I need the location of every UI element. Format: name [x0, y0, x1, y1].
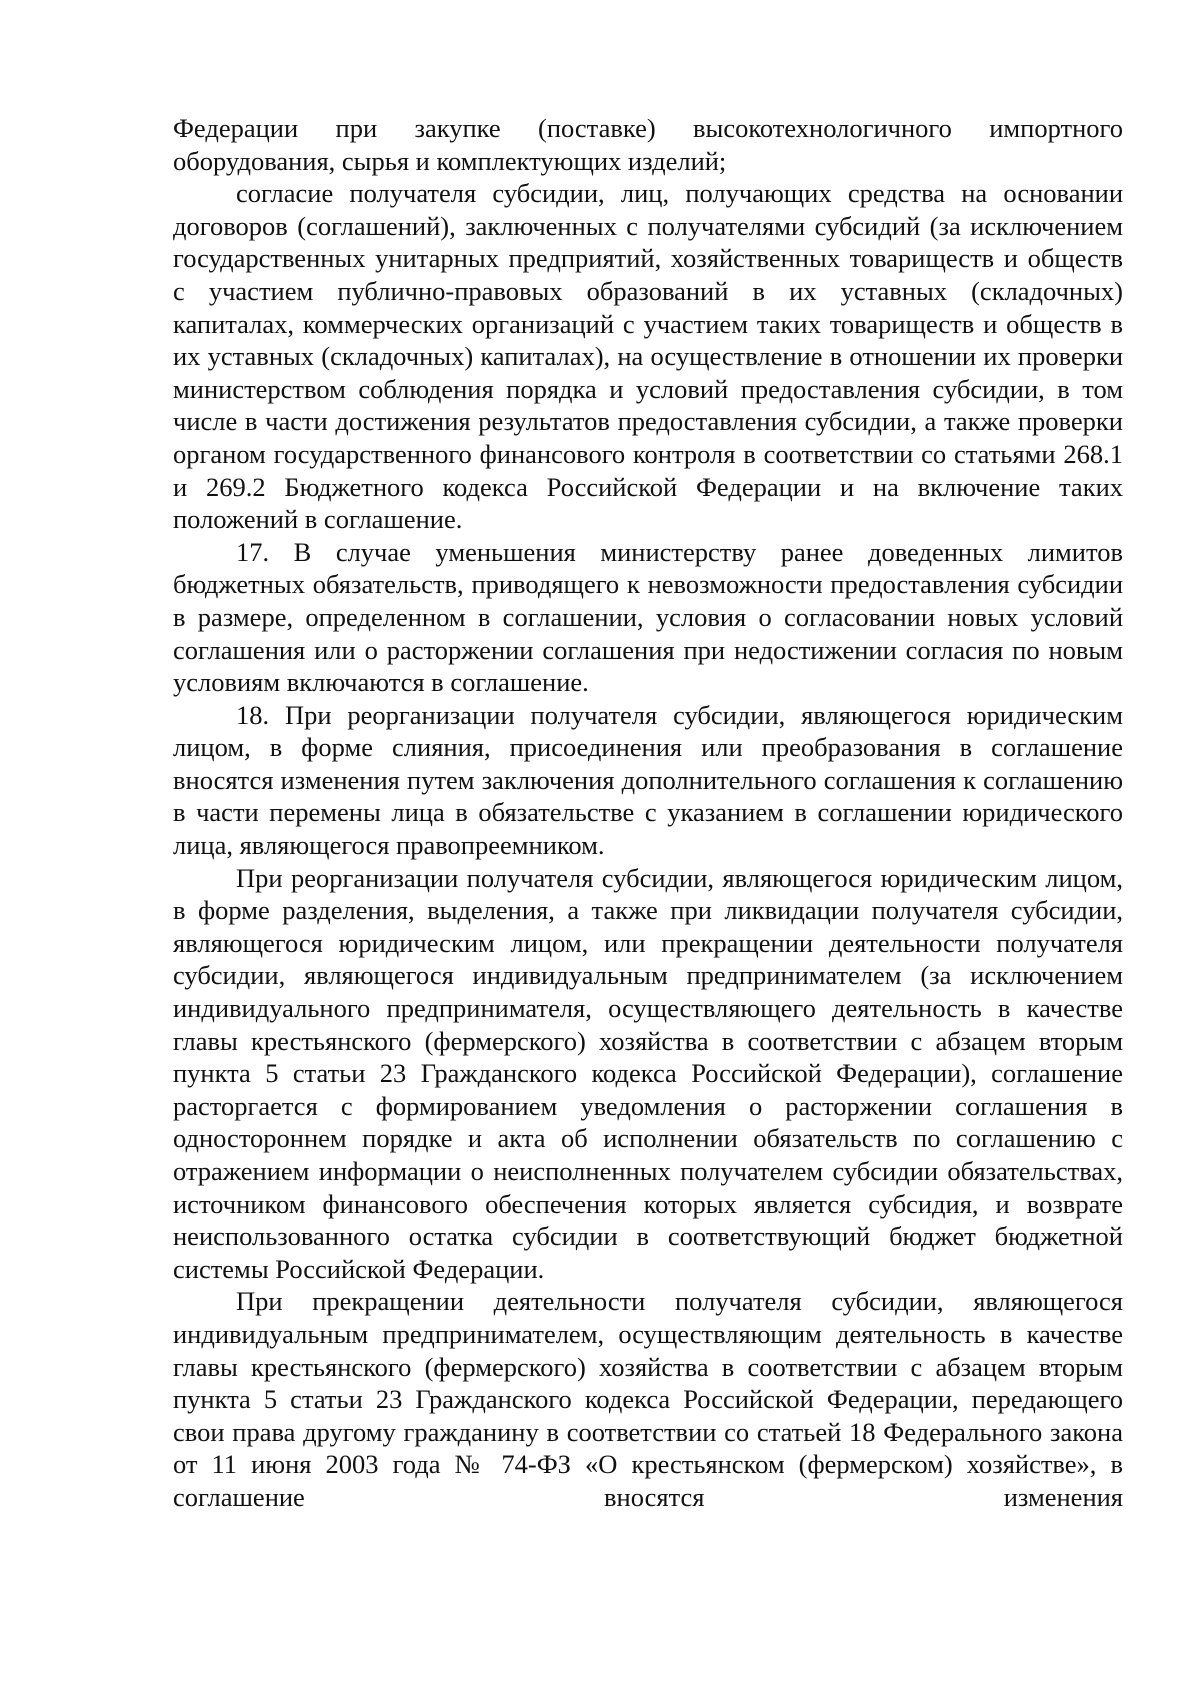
- paragraph-clause-18-farm-termination: При прекращении деятельности получателя субсидии, являющегося индивидуальным предпринимателем, осуществляющим деятельность в качестве главы крестьянского (фермерского) хозяйства в соответствии с абзацем вторым пункта 5 статьи 23 Гражданского кодекса Российской Федерации, передающего свои права другому гражданину в соответствии со статьей 18 Федерального закона от 11 июня 2003 года № 74-ФЗ «О крестьянском (фермерском) хозяйстве», в соглашение вносятся изменения: [173, 1286, 1123, 1512]
- paragraph-clause-18-reorganization: При реорганизации получателя субсидии, являющегося юридическим лицом, в форме разделения, выделения, а также при ликвидации получателя субсидии, являющегося юридическим лицом, или прекращении деятельности получателя субсидии, являющегося индивидуальным предпринимателем (за исключением индивидуального предпринимателя, осуществляющего деятельность в качестве главы крестьянского (фермерского) хозяйства в соответствии с абзацем вторым пункта 5 статьи 23 Гражданского кодекса Российской Федерации), соглашение расторгается с формированием уведомления о расторжении соглашения в одностороннем порядке и акта об исполнении обязательств по соглашению с отражением информации о неисполненных получателем субсидии обязательствах, источником финансового обеспечения которых является субсидия, и возврате неиспользованного остатка субсидии в соответствующий бюджет бюджетной системы Российской Федерации.: [173, 862, 1123, 1284]
- paragraph-clause-17: 17. В случае уменьшения министерству ранее доведенных лимитов бюджетных обязательств, приводящего к невозможности предоставления субсидии в размере, определенном в соглашении, условия о согласовании новых условий соглашения или о расторжении соглашения при недостижении согласия по новым условиям включаются в соглашение.: [173, 536, 1123, 698]
- document-page: [173, 112, 1123, 1514]
- paragraph-continuation: Федерации при закупке (поставке) высокотехнологичного импортного оборудования, сырья и комплектующих изделий;: [173, 113, 1123, 176]
- paragraph-clause-18: 18. При реорганизации получателя субсидии, являющегося юридическим лицом, в форме слияния, присоединения или преобразования в соглашение вносятся изменения путем заключения дополнительного соглашения к соглашению в части перемены лица в обязательстве с указанием в соглашении юридического лица, являющегося правопреемником.: [173, 699, 1123, 861]
- paragraph-consent: согласие получателя субсидии, лиц, получающих средства на основании договоров (соглашений), заключенных с получателями субсидий (за исключением государственных унитарных предприятий, хозяйственных товариществ и обществ с участием публично-правовых образований в их уставных (складочных) капиталах, коммерческих организаций с участием таких товариществ и обществ в их уставных (складочных) капиталах), на осуществление в отношении их проверки министерством соблюдения порядка и условий предоставления субсидии, в том числе в части достижения результатов предоставления субсидии, а также проверки органом государственного финансового контроля в соответствии со статьями 268.1 и 269.2 Бюджетного кодекса Российской Федерации и на включение таких положений в соглашение.: [173, 178, 1123, 535]
